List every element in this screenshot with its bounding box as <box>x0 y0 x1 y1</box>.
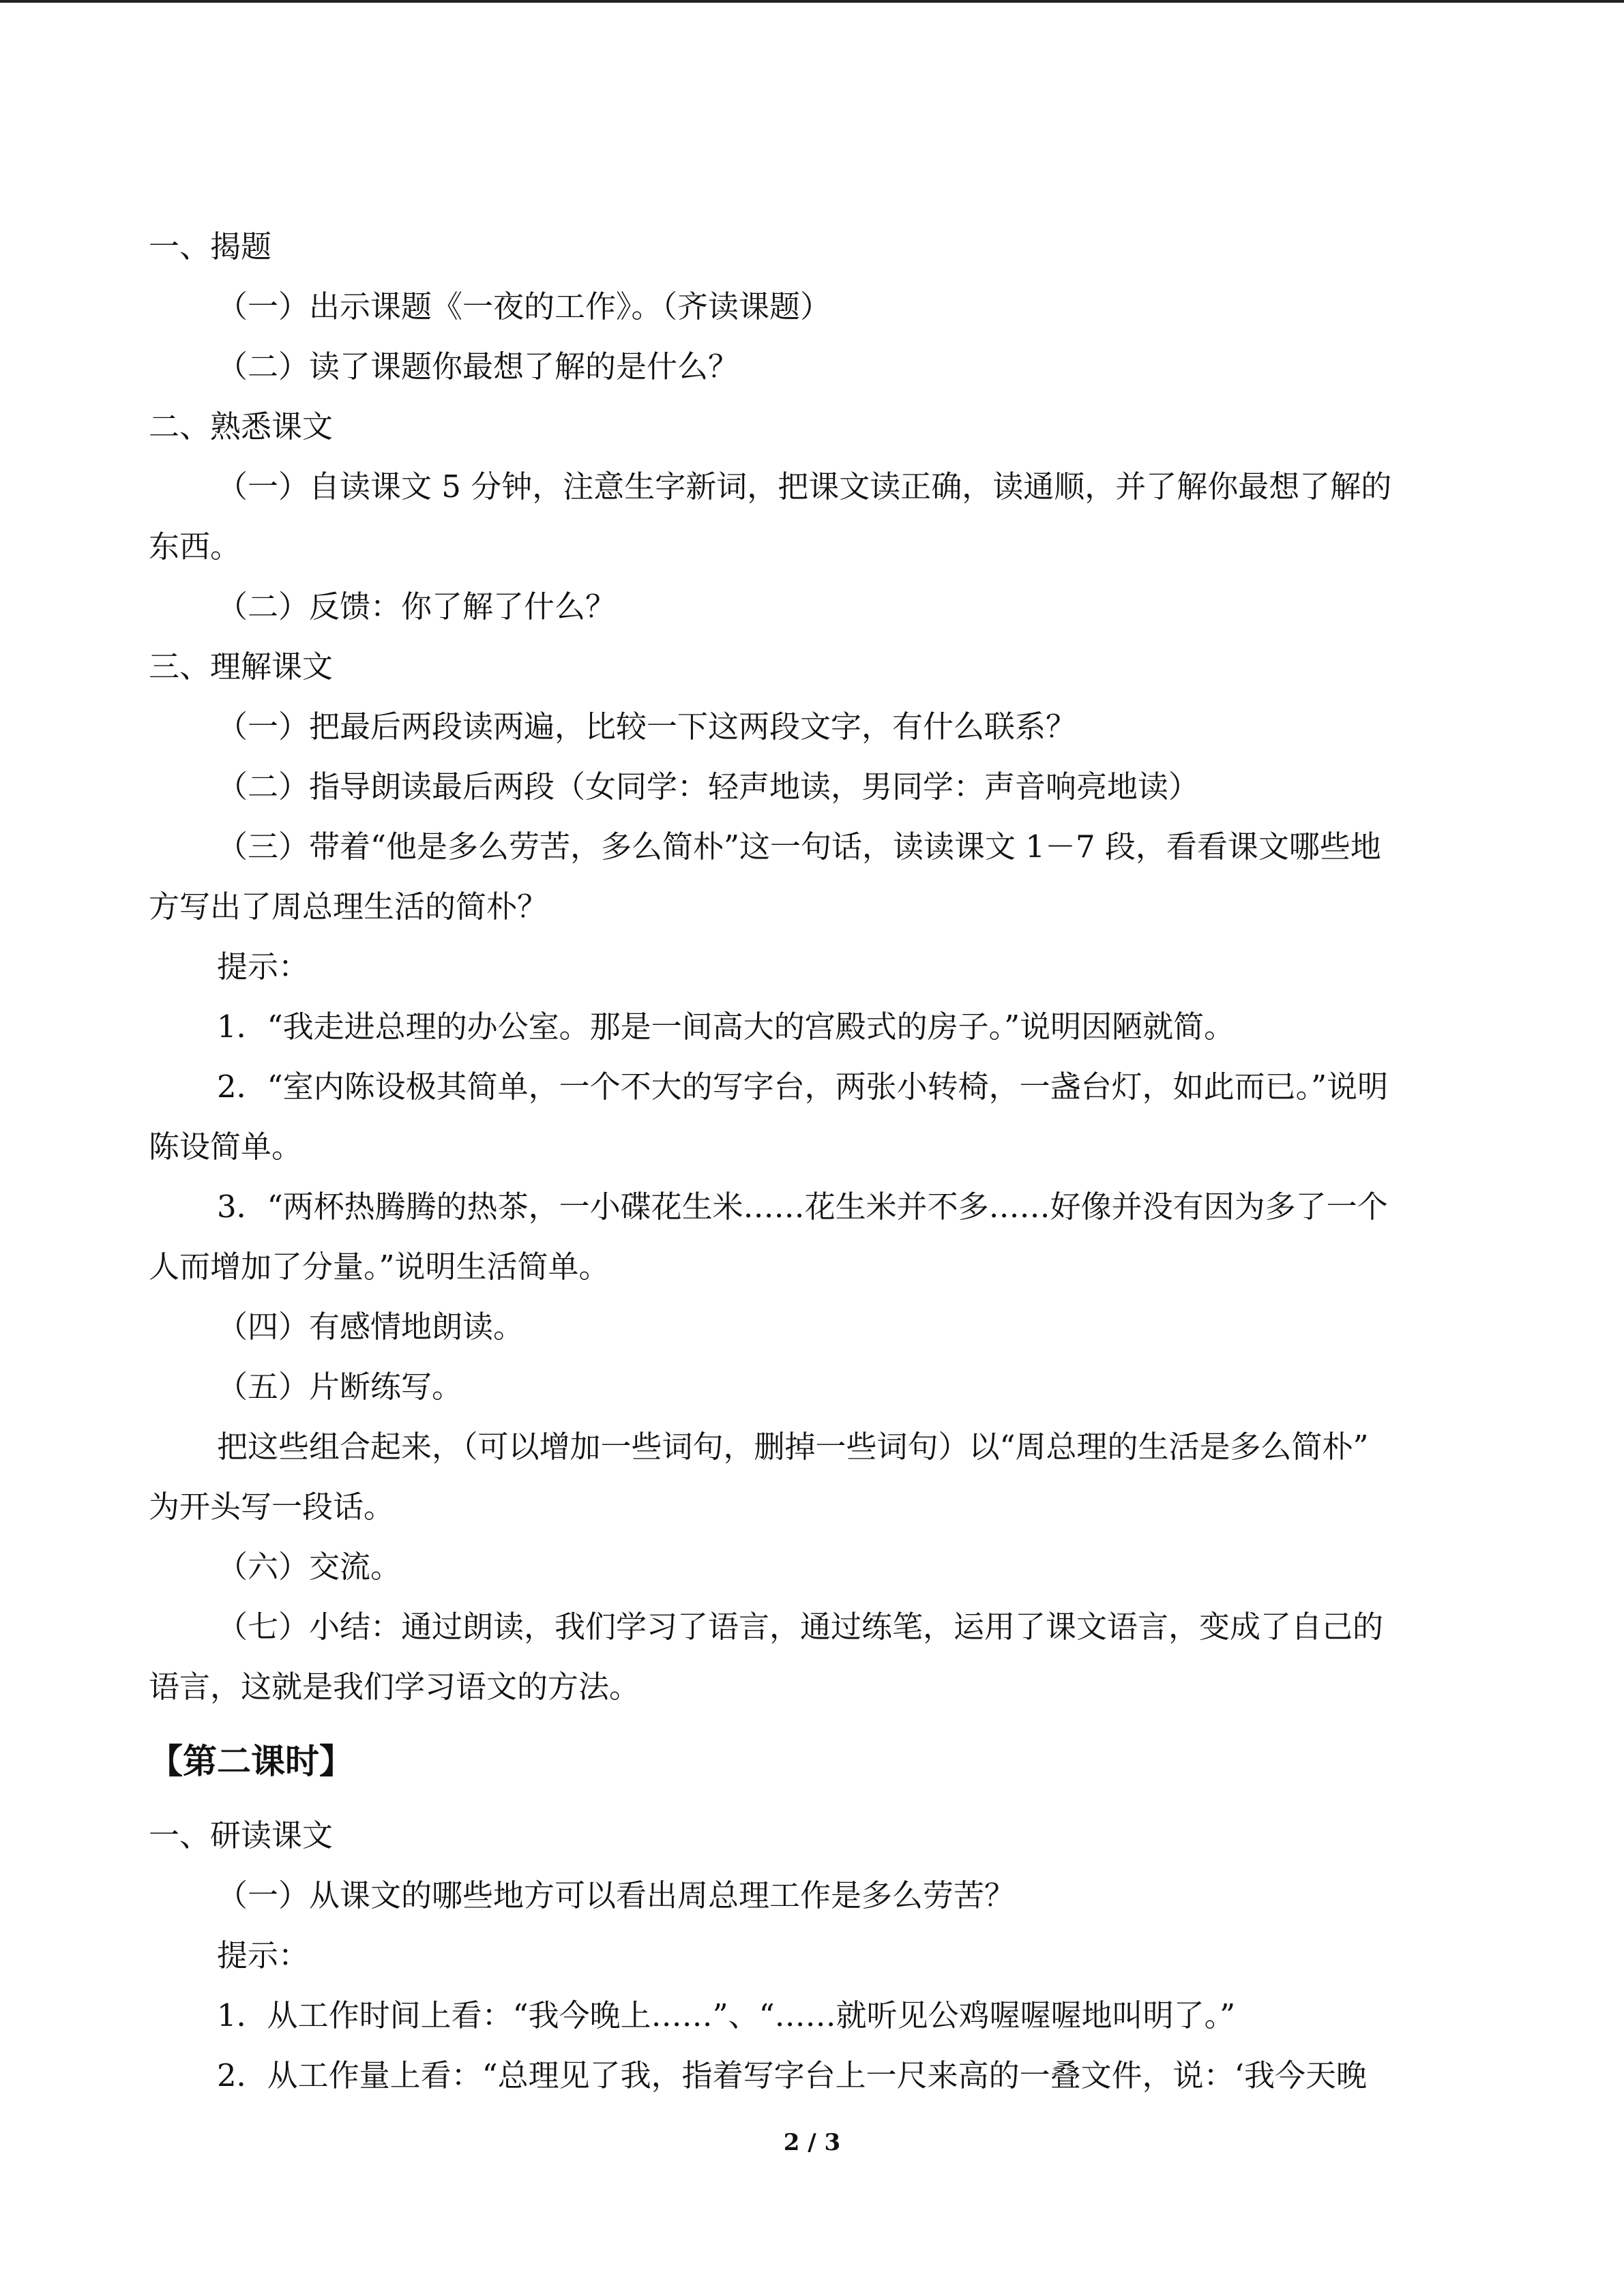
paragraph-continuation: 方写出了周总理生活的简朴？ <box>149 889 548 925</box>
section-heading: 一、揭题 <box>149 228 272 265</box>
paragraph-line: （六）交流。 <box>217 1549 402 1585</box>
document-body <box>149 217 1479 2106</box>
section-heading: 一、研读课文 <box>149 1817 334 1853</box>
paragraph-line: 3．“两杯热腾腾的热茶，一小碟花生米……花生米并不多……好像并没有因为多了一个 <box>217 1189 1388 1225</box>
paragraph-continuation: 为开头写一段话。 <box>149 1489 395 1525</box>
paragraph-line: （二）反馈：你了解了什么？ <box>217 588 617 625</box>
paragraph-continuation: 东西。 <box>149 528 241 565</box>
paragraph-continuation: 人而增加了分量。”说明生活简单。 <box>149 1249 610 1285</box>
paragraph-line: （一）把最后两段读两遍，比较一下这两段文字，有什么联系？ <box>217 709 1077 745</box>
paragraph-line: （七）小结：通过朗读，我们学习了语言，通过练笔，运用了课文语言，变成了自己的 <box>217 1609 1384 1645</box>
lesson-heading: 【第二课时】 <box>149 1742 353 1781</box>
paragraph-line: 提示： <box>217 1937 310 1973</box>
paragraph-line: （二）读了课题你最想了解的是什么？ <box>217 348 739 385</box>
section-heading: 三、理解课文 <box>149 648 334 685</box>
paragraph-line: 1．从工作时间上看：“我今晚上……”、“……就听见公鸡喔喔喔地叫明了。” <box>217 1997 1236 2033</box>
top-border-line <box>0 0 1624 3</box>
paragraph-line: （五）片断练写。 <box>217 1369 463 1405</box>
paragraph-line: （三）带着“他是多么劳苦，多么简朴”这一句话，读读课文 1－7 段，看看课文哪些地 <box>217 829 1381 865</box>
paragraph-line: 把这些组合起来，（可以增加一些词句，删掉一些词句）以“周总理的生活是多么简朴” <box>217 1429 1369 1465</box>
paragraph-line: 2．“室内陈设极其简单，一个不大的写字台，两张小转椅，一盏台灯，如此而已。”说明 <box>217 1069 1389 1105</box>
paragraph-line: （一）出示课题《一夜的工作》。（齐读课题） <box>217 288 831 325</box>
page-number: 2 / 3 <box>783 2129 841 2156</box>
paragraph-continuation: 语言，这就是我们学习语文的方法。 <box>149 1669 640 1705</box>
section-heading: 二、熟悉课文 <box>149 408 334 445</box>
paragraph-line: （一）从课文的哪些地方可以看出周总理工作是多么劳苦？ <box>217 1877 1016 1913</box>
paragraph-line: （二）指导朗读最后两段（女同学：轻声地读，男同学：声音响亮地读） <box>217 769 1200 805</box>
paragraph-line: （一）自读课文 5 分钟，注意生字新词，把课文读正确，读通顺，并了解你最想了解的 <box>217 468 1392 505</box>
paragraph-line: 1．“我走进总理的办公室。那是一间高大的宫殿式的房子。”说明因陋就简。 <box>217 1009 1235 1045</box>
paragraph-line: （四）有感情地朗读。 <box>217 1309 525 1345</box>
paragraph-line: 提示： <box>217 949 310 985</box>
paragraph-line: 2．从工作量上看：“总理见了我，指着写字台上一尺来高的一叠文件，说：‘我今天晚 <box>217 2057 1367 2093</box>
paragraph-continuation: 陈设简单。 <box>149 1129 303 1165</box>
